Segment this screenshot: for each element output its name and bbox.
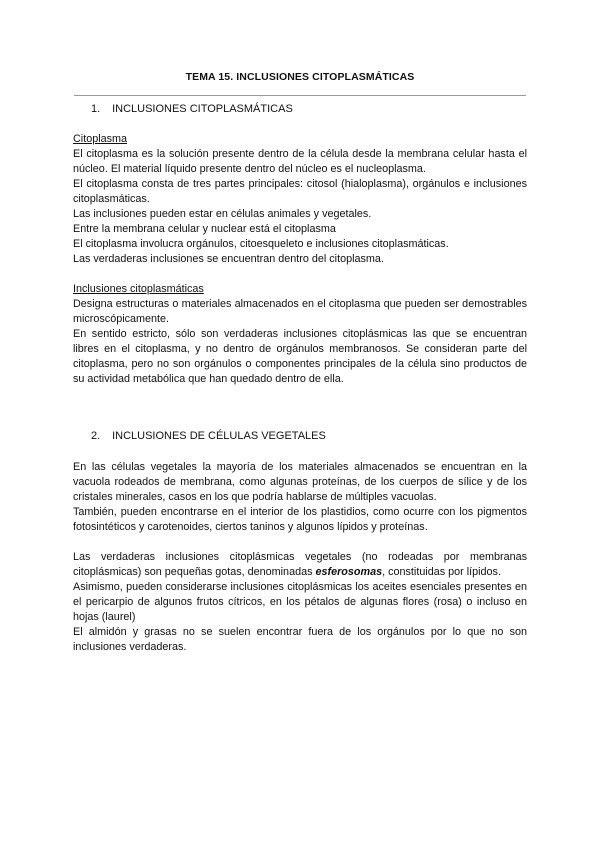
paragraph-text: , constituidas por lípidos.: [382, 566, 501, 578]
section-1-title: INCLUSIONES CITOPLASMÁTICAS: [112, 103, 293, 115]
paragraph: El citoplasma es la solución presente dentro de la célula desde la membrana celular hasta el núcleo. El material líquido presente dentro del núcleo es el nucleoplasma.: [73, 148, 527, 175]
section-2-title: INCLUSIONES DE CÉLULAS VEGETALES: [112, 430, 326, 442]
citoplasma-subtitle: Citoplasma: [73, 133, 128, 145]
esferosomas-term: esferosomas: [315, 566, 383, 578]
esferosomas-paragraph: [73, 550, 527, 580]
document-title: TEMA 15. INCLUSIONES CITOPLASMÁTICAS: [185, 71, 415, 83]
section-2-heading: [91, 430, 326, 442]
paragraph: El citoplasma consta de tres partes principales: citosol (hialoplasma), orgánulos e inclusiones citoplasmáticas.: [73, 178, 527, 205]
section-1-body: [73, 132, 527, 387]
paragraph: Entre la membrana celular y nuclear está el citoplasma: [73, 223, 336, 235]
section-2-body: [73, 460, 527, 655]
paragraph: También, pueden encontrarse en el interior de los plastidios, como ocurre con los pigmentos fotosintéticos y carotenoides, ciertos taninos y algunos lípidos y proteínas.: [73, 506, 527, 533]
spacer: [73, 535, 527, 550]
inclusiones-subtitle: Inclusiones citoplasmáticas: [73, 283, 204, 295]
title-divider: [74, 95, 526, 96]
paragraph: En sentido estricto, sólo son verdaderas inclusiones citoplásmicas las que se encuentran libres en el citoplasma, y no dentro de orgánulos membranosos. Se consideran parte del citoplasma, pero no son orgánulos o componentes principales de la célula sino productos de su actividad metabólica que han quedado dentro de ella.: [73, 328, 527, 385]
paragraph-text: Las verdaderas inclusiones citoplásmicas vegetales (no rodeadas por membranas citoplásmicas) son pequeñas gotas, denominadas: [73, 551, 527, 578]
paragraph: El almidón y grasas no se suelen encontrar fuera de los orgánulos por lo que no son inclusiones verdaderas.: [73, 626, 527, 653]
paragraph: El citoplasma involucra orgánulos, citoesqueleto e inclusiones citoplasmáticas.: [73, 238, 449, 250]
paragraph: Las inclusiones pueden estar en células animales y vegetales.: [73, 208, 372, 220]
paragraph: En las células vegetales la mayoría de los materiales almacenados se encuentran en la vacuola rodeados de membrana, como algunas proteínas, de los cuerpos de sílice y de los cristales minerales, casos en los que podría hablarse de múltiples vacuolas.: [73, 461, 527, 503]
section-1-number: 1.: [91, 103, 101, 115]
paragraph: Las verdaderas inclusiones se encuentran dentro del citoplasma.: [73, 253, 384, 265]
section-1-heading: [91, 103, 293, 115]
paragraph: Asimismo, pueden considerarse inclusiones citoplásmicas los aceites esenciales presentes en el pericarpio de algunos frutos cítricos, en los pétalos de algunas flores (rosa) o incluso en hojas (laurel): [73, 581, 527, 623]
section-2-number: 2.: [91, 430, 101, 442]
paragraph: Designa estructuras o materiales almacenados en el citoplasma que pueden ser demostrables microscópicamente.: [73, 298, 527, 325]
spacer: [73, 267, 527, 282]
